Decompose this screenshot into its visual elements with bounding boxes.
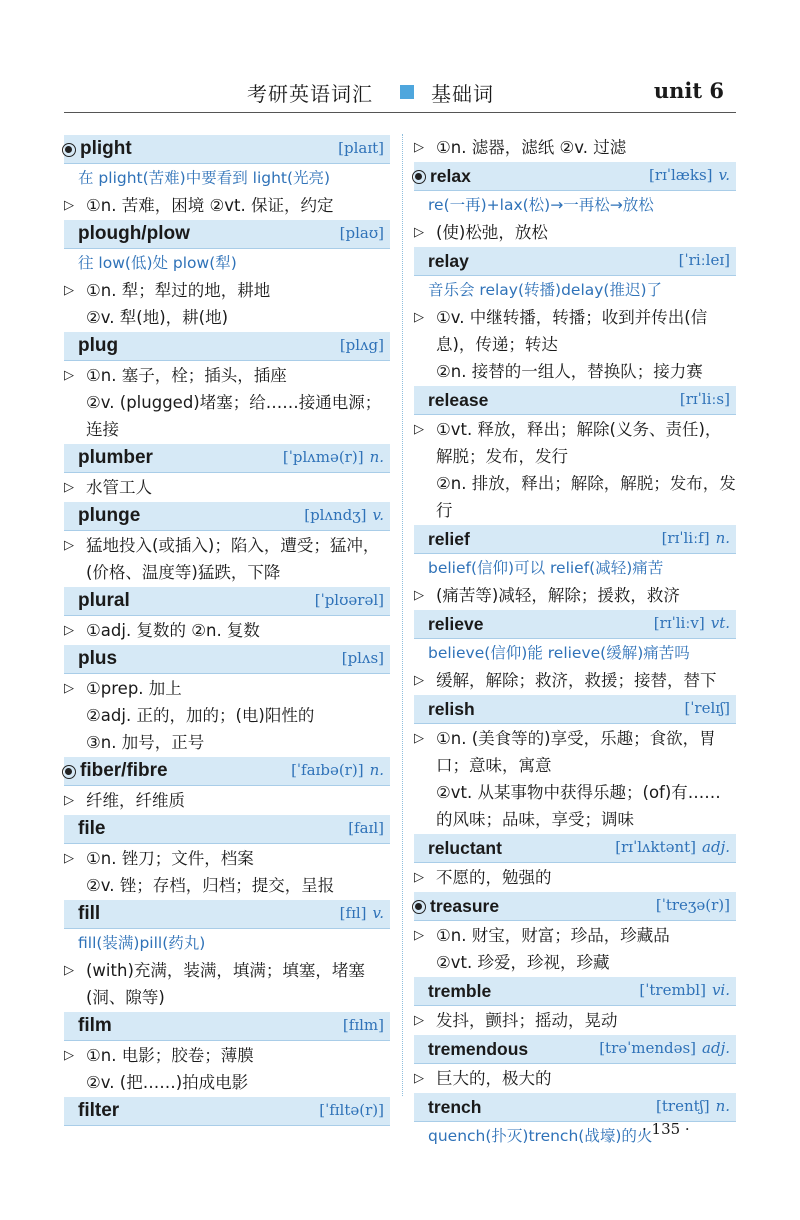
triangle-icon: ▷ [64, 851, 74, 866]
definition-line: ①adj. 复数的 ②n. 复数 [86, 621, 260, 640]
headword-bar [414, 525, 736, 554]
headword-bar [414, 386, 736, 415]
definition-line: ①n. 塞子，栓；插头，插座 [86, 366, 287, 385]
mnemonic: belief(信仰)可以 relief(减轻)痛苦 [428, 559, 664, 577]
definition-block [414, 582, 736, 609]
phonetic [684, 699, 730, 717]
part-of-speech: n. [715, 1097, 730, 1115]
triangle-icon: ▷ [414, 870, 424, 885]
headword-bar [64, 900, 390, 929]
definition-line: ①n. 锉刀；文件，档案 [86, 849, 254, 868]
definition-line: ①n. 犁；犁过的地，耕地 [86, 281, 271, 300]
phonetic [649, 166, 730, 184]
headword: filter [78, 1100, 120, 1121]
definition-block [64, 845, 390, 899]
definition-line: ①n. 滤器，滤纸 ②v. 过滤 [436, 138, 627, 157]
part-of-speech: n. [715, 529, 730, 547]
triangle-icon: ▷ [414, 310, 424, 325]
definition-line: ①vt. 释放，释出；解除(义务、责任)，解脱；发布，发行 [436, 420, 722, 466]
column-divider [402, 134, 403, 1096]
key-word-marker-icon [412, 170, 426, 184]
headword-bar [64, 444, 390, 473]
headword-bar [64, 220, 390, 249]
headword: release [428, 390, 489, 410]
phonetic-text: [faɪl] [348, 819, 384, 837]
triangle-icon: ▷ [64, 623, 74, 638]
headword-bar [414, 834, 736, 863]
headword: relax [430, 166, 471, 186]
book-title: 考研英语词汇 [247, 82, 373, 106]
part-of-speech: adj. [702, 838, 730, 856]
definition-line: ①n. 财宝，财富；珍品，珍藏品 [436, 926, 670, 945]
definition-line: 发抖，颤抖；摇动，晃动 [436, 1011, 618, 1030]
triangle-icon: ▷ [64, 963, 74, 978]
phonetic [662, 529, 730, 547]
square-bullet-icon [400, 85, 414, 99]
phonetic-text: [ˈplʌmə(r)] [282, 448, 364, 466]
definition-block [64, 1042, 390, 1096]
headword: relay [428, 251, 469, 271]
definition-block [64, 787, 390, 814]
part-of-speech: vt. [710, 614, 730, 632]
triangle-icon: ▷ [64, 480, 74, 495]
phonetic [342, 649, 384, 667]
phonetic-text: [rɪˈliːf] [661, 529, 710, 547]
headword: tremendous [428, 1039, 529, 1059]
part-of-speech: adj. [702, 1039, 730, 1057]
triangle-icon: ▷ [414, 588, 424, 603]
triangle-icon: ▷ [64, 793, 74, 808]
triangle-icon: ▷ [64, 283, 74, 298]
definition-line: 水管工人 [86, 478, 152, 497]
phonetic-text: [trəˈmendəs] [599, 1039, 697, 1057]
part-of-speech: n. [369, 448, 384, 466]
phonetic-text: [plaʊ] [339, 224, 384, 242]
definition-line: ③n. 加号，正号 [86, 733, 205, 752]
triangle-icon: ▷ [64, 681, 74, 696]
phonetic [679, 251, 730, 269]
phonetic-text: [ˈplʊərəl] [314, 591, 384, 609]
definition-line: ②vt. 从某事物中获得乐趣；(of)有……的风味；品味，享受；调味 [436, 783, 721, 829]
definition-line: ②v. 犁(地)，耕(地) [86, 308, 229, 327]
definition-line: 巨大的，极大的 [436, 1069, 552, 1088]
headword: plug [78, 335, 119, 356]
definition-block [64, 192, 390, 219]
definition-line: ②vt. 珍爱，珍视，珍藏 [436, 953, 610, 972]
headword: plus [78, 648, 118, 669]
phonetic [680, 390, 730, 408]
definition-block [414, 1065, 736, 1092]
phonetic-text: [plaɪt] [338, 139, 384, 157]
definition-block [414, 219, 736, 246]
phonetic-text: [ˈfaɪbə(r)] [291, 761, 364, 779]
headword-bar [414, 977, 736, 1006]
headword-bar [64, 587, 390, 616]
definition-line: ②v. (把……)拍成电影 [86, 1073, 249, 1092]
definition-line: (痛苦等)减轻，解除；援救，救济 [436, 586, 680, 605]
phonetic-text: [ˈtreʒə(r)] [655, 896, 730, 914]
definition-line: ②v. 锉；存档，归档；提交，呈报 [86, 876, 335, 895]
headword-bar [414, 695, 736, 724]
phonetic [348, 819, 384, 837]
headword: plough/plow [78, 223, 190, 244]
definition-line: ①n. 苦难，困境 ②vt. 保证，约定 [86, 196, 334, 215]
definition-block [414, 304, 736, 385]
headword-bar [64, 757, 390, 786]
headword-bar [414, 610, 736, 639]
headword-bar [64, 332, 390, 361]
definition-block [414, 416, 736, 524]
triangle-icon: ▷ [414, 422, 424, 437]
headword-bar [414, 1093, 736, 1122]
phonetic-text: [plʌg] [339, 336, 384, 354]
mnemonic: quench(扑灭)trench(战壕)的火 [428, 1127, 653, 1145]
headword: fiber/fibre [80, 760, 168, 781]
triangle-icon: ▷ [414, 225, 424, 240]
phonetic [639, 981, 730, 999]
phonetic-text: [fɪl] [339, 904, 367, 922]
definition-block [64, 277, 390, 331]
part-of-speech: v. [372, 904, 384, 922]
headword: plight [80, 138, 132, 159]
triangle-icon: ▷ [414, 673, 424, 688]
definition-line: ②adj. 正的，加的；(电)阳性的 [86, 706, 315, 725]
phonetic [340, 336, 384, 354]
page-number: · 135 · [642, 1120, 690, 1138]
part-of-speech: v. [372, 506, 384, 524]
headword: plumber [78, 447, 153, 468]
phonetic [319, 1101, 384, 1119]
phonetic [338, 139, 384, 157]
phonetic [340, 224, 384, 242]
definition-line: 缓解，解除；救济，救援；接替，替下 [436, 671, 717, 690]
phonetic-text: [ˈfɪltə(r)] [319, 1101, 384, 1119]
triangle-icon: ▷ [414, 928, 424, 943]
phonetic-text: [ˈtrembl] [639, 981, 706, 999]
key-word-marker-icon [412, 900, 426, 914]
phonetic [615, 838, 730, 856]
headword-bar [64, 502, 390, 531]
definition-line: ②n. 接替的一组人，替换队；接力赛 [436, 362, 703, 381]
phonetic-text: [fɪlm] [342, 1016, 384, 1034]
headword: plunge [78, 505, 141, 526]
phonetic-text: [ˈrelɪʃ] [684, 699, 730, 717]
phonetic-text: [rɪˈlæks] [649, 166, 713, 184]
key-word-marker-icon [62, 143, 76, 157]
headword-bar [64, 645, 390, 674]
headword: file [78, 818, 106, 839]
left-column [64, 134, 390, 1127]
phonetic [656, 1097, 730, 1115]
triangle-icon: ▷ [414, 140, 424, 155]
definition-block [414, 922, 736, 976]
headword: relish [428, 699, 475, 719]
headword-bar [414, 162, 736, 191]
definition-block [64, 474, 390, 501]
headword: plural [78, 590, 130, 611]
headword-bar [414, 1035, 736, 1064]
part-of-speech: vi. [711, 981, 730, 999]
mnemonic: re(一再)+lax(松)→一再松→放松 [428, 196, 654, 214]
definition-block [414, 725, 736, 833]
definition-block [414, 667, 736, 694]
definition-line: (with)充满，装满，填满；填塞，堵塞(洞、隙等) [86, 961, 365, 1007]
definition-block [414, 134, 736, 161]
phonetic-text: [plʌndʒ] [304, 506, 367, 524]
headword-bar [64, 1012, 390, 1041]
mnemonic: 在 plight(苦难)中要看到 light(光亮) [78, 169, 331, 187]
phonetic-text: [trentʃ] [656, 1097, 710, 1115]
phonetic-text: [rɪˈlʌktənt] [615, 838, 697, 856]
headword-bar [64, 135, 390, 164]
part-of-speech: v. [718, 166, 730, 184]
triangle-icon: ▷ [64, 1048, 74, 1063]
key-word-marker-icon [62, 765, 76, 779]
headword: fill [78, 903, 101, 924]
book-section: 基础词 [431, 82, 494, 106]
triangle-icon: ▷ [414, 731, 424, 746]
phonetic [343, 1016, 384, 1034]
definition-line: ②n. 排放，释出；解除，解脱；发布，发行 [436, 474, 736, 520]
phonetic-text: [rɪˈliːv] [653, 614, 705, 632]
unit-label: unit 6 [653, 78, 724, 103]
triangle-icon: ▷ [64, 538, 74, 553]
headword: relief [428, 529, 470, 549]
phonetic [304, 506, 384, 524]
definition-line: ①prep. 加上 [86, 679, 182, 698]
headword-bar [414, 892, 736, 921]
mnemonic: believe(信仰)能 relieve(缓解)痛苦吗 [428, 644, 690, 662]
definition-line: ②v. (plugged)堵塞；给……接通电源；连接 [86, 393, 382, 439]
phonetic [340, 904, 384, 922]
phonetic [291, 761, 384, 779]
definition-line: 猛地投入(或插入)；陷入，遭受；猛冲，(价格、温度等)猛跌，下降 [86, 536, 380, 582]
phonetic [599, 1039, 730, 1057]
headword-bar [64, 1097, 390, 1126]
headword-bar [414, 247, 736, 276]
part-of-speech: n. [369, 761, 384, 779]
right-column [414, 134, 736, 1150]
definition-line: ①n. (美食等的)享受，乐趣；食欲，胃口；意味，寓意 [436, 729, 716, 775]
phonetic-text: [ˈriːleɪ] [678, 251, 730, 269]
triangle-icon: ▷ [64, 198, 74, 213]
definition-line: 纤维，纤维质 [86, 791, 185, 810]
definition-block [414, 864, 736, 891]
definition-line: (使)松弛，放松 [436, 223, 548, 242]
triangle-icon: ▷ [414, 1013, 424, 1028]
headword: relieve [428, 614, 484, 634]
mnemonic: 音乐会 relay(转播)delay(推迟)了 [428, 281, 663, 299]
page-header [64, 72, 736, 113]
triangle-icon: ▷ [64, 368, 74, 383]
definition-block [414, 1007, 736, 1034]
definition-line: ①n. 电影；胶卷；薄膜 [86, 1046, 254, 1065]
phonetic [656, 896, 730, 914]
phonetic-text: [plʌs] [341, 649, 384, 667]
definition-line: ①v. 中继转播，转播；收到并传出(信息)，传递；转达 [436, 308, 708, 354]
definition-block [64, 675, 390, 756]
phonetic [315, 591, 384, 609]
mnemonic: 往 low(低)处 plow(犁) [78, 254, 237, 272]
definition-line: 不愿的，勉强的 [436, 868, 552, 887]
definition-block [64, 617, 390, 644]
phonetic-text: [rɪˈliːs] [679, 390, 730, 408]
headword: treasure [430, 896, 500, 916]
phonetic [283, 448, 384, 466]
triangle-icon: ▷ [414, 1071, 424, 1086]
headword: film [78, 1015, 112, 1036]
definition-block [64, 532, 390, 586]
headword-bar [64, 815, 390, 844]
definition-block [64, 362, 390, 443]
mnemonic: fill(装满)pill(药丸) [78, 934, 206, 952]
definition-block [64, 957, 390, 1011]
headword: reluctant [428, 838, 502, 858]
phonetic [654, 614, 730, 632]
headword: tremble [428, 981, 492, 1001]
headword: trench [428, 1097, 482, 1117]
